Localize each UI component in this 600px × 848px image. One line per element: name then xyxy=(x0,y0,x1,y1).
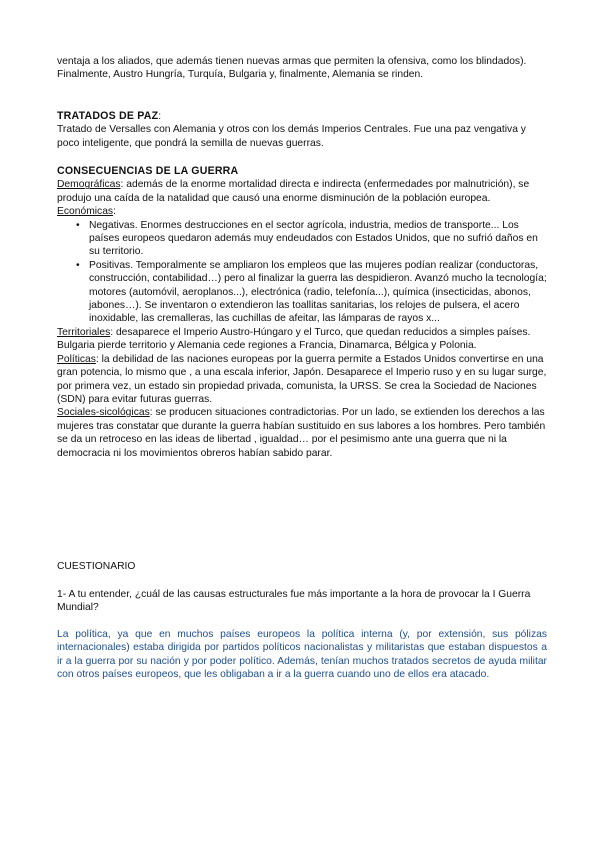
list-item xyxy=(76,219,547,259)
intro-paragraph xyxy=(57,55,547,82)
territoriales-label: Territoriales xyxy=(57,326,111,338)
sociales-text: : se producen situaciones contradictorias. Por un lado, se extienden los derechos a las mujeres tras constatar que durante la guerra habían sustituido en sus labores a los hombres. Pero también se da un retroceso en las ideas de libertad , igualdad… por el pesimismo ante una guerra que ni la democracia ni los movimientos obreros habían sabido parar. xyxy=(57,407,546,459)
economicas-paragraph xyxy=(57,205,547,218)
territoriales-paragraph xyxy=(57,326,547,353)
answer-text: La política, ya que en muchos países europeos la política interna (y, por extensión, sus pólizas internacionales) estaba dirigida por partidos políticos nacionalistas y militaristas que estaban dispuestos a ir a la guerra por su nación y por poder político. Además, tenían muchos tratados secretos de ayuda militar con otros países europeos, que les obligaban a ir a la guerra cuando uno de ellos era atacado. xyxy=(57,629,547,681)
tratados-text: Tratado de Versalles con Alemania y otros con los demás Imperios Centrales. Fue una paz vengativa y poco inteligente, que pondrá la semilla de nuevas guerras. xyxy=(57,124,526,149)
consecuencias-heading: CONSECUENCIAS DE LA GUERRA xyxy=(57,165,239,177)
economicas-positivas: Positivas. Temporalmente se ampliaron los empleos que las mujeres podían realizar (conductoras, construcción, contabilidad…) pero al finalizar la guerra las despidieron. Avanzó mucho la tecnología; motores (automóvil, aeroplanos...), electrónica (radio, telefonía...), química (insecticidas, abonos, jabones…). Se inventaron o extendieron las toallitas sanitarias, los relojes de pulsera, el acero inoxidable, las cremalleras, las cuchillas de afeitar, las lámparas de rayos x... xyxy=(89,259,547,325)
economicas-colon: : xyxy=(113,206,116,218)
consecuencias-section xyxy=(57,165,547,460)
tratados-colon: : xyxy=(158,111,162,122)
demograficas-paragraph xyxy=(57,178,547,205)
cuestionario-title-block xyxy=(57,560,547,573)
demograficas-label: Demográficas xyxy=(57,179,121,191)
tratados-section xyxy=(57,110,547,150)
demograficas-text: : además de la enorme mortalidad directa e indirecta (enfermedades por malnutrición), se produjo una caída de la natalidad que causó una enorme disminución de la población europea. xyxy=(57,179,530,204)
tratados-heading: TRATADOS DE PAZ xyxy=(57,110,159,122)
territoriales-text: : desaparece el Imperio Austro-Húngaro y el Turco, que quedan reducidos a simples países. Bulgaria pierde territorio y Alemania cede regiones a Francia, Dinamarca, Bélgica y Polonia. xyxy=(57,326,531,352)
cuestionario-title: CUESTIONARIO xyxy=(57,561,136,572)
bullet-icon: • xyxy=(76,219,80,231)
politicas-paragraph xyxy=(57,353,547,407)
sociales-label: Sociales-sicológicas xyxy=(57,407,150,419)
intro-text: ventaja a los aliados, que además tienen nuevas armas que permiten la ofensiva, como los blindados). Finalmente, Austro Hungría, Turquía, Bulgaria y, finalmente, Alemania se rinden. xyxy=(57,56,527,81)
answer-block xyxy=(57,628,547,682)
economicas-list xyxy=(57,219,547,326)
question-block xyxy=(57,588,547,615)
economicas-label: Económicas xyxy=(57,206,114,218)
politicas-text: : la debilidad de las naciones europeas por la guerra permite a Estados Unidos convertirse en una gran potencia, lo mismo que , a una escala inferior, Japón. Desaparece el Imperio ruso y en su lugar surge, por primera vez, un estado sin propiedad privada, comunista, la URSS. Se crea la Sociedad de Naciones (SDN) para evitar futuras guerras. xyxy=(57,353,547,405)
question-text: 1- A tu entender, ¿cuál de las causas estructurales fue más importante a la hora de provocar la I Guerra Mundial? xyxy=(57,589,531,614)
economicas-negativas: Negativas. Enormes destrucciones en el sector agrícola, industria, medios de transporte... Los países europeos quedaron además muy endeudados con Estados Unidos, que no sufrió daños en su territorio. xyxy=(89,219,538,258)
list-item xyxy=(76,259,547,326)
politicas-label: Políticas xyxy=(57,353,96,365)
bullet-icon: • xyxy=(76,259,80,271)
sociales-paragraph xyxy=(57,406,547,460)
